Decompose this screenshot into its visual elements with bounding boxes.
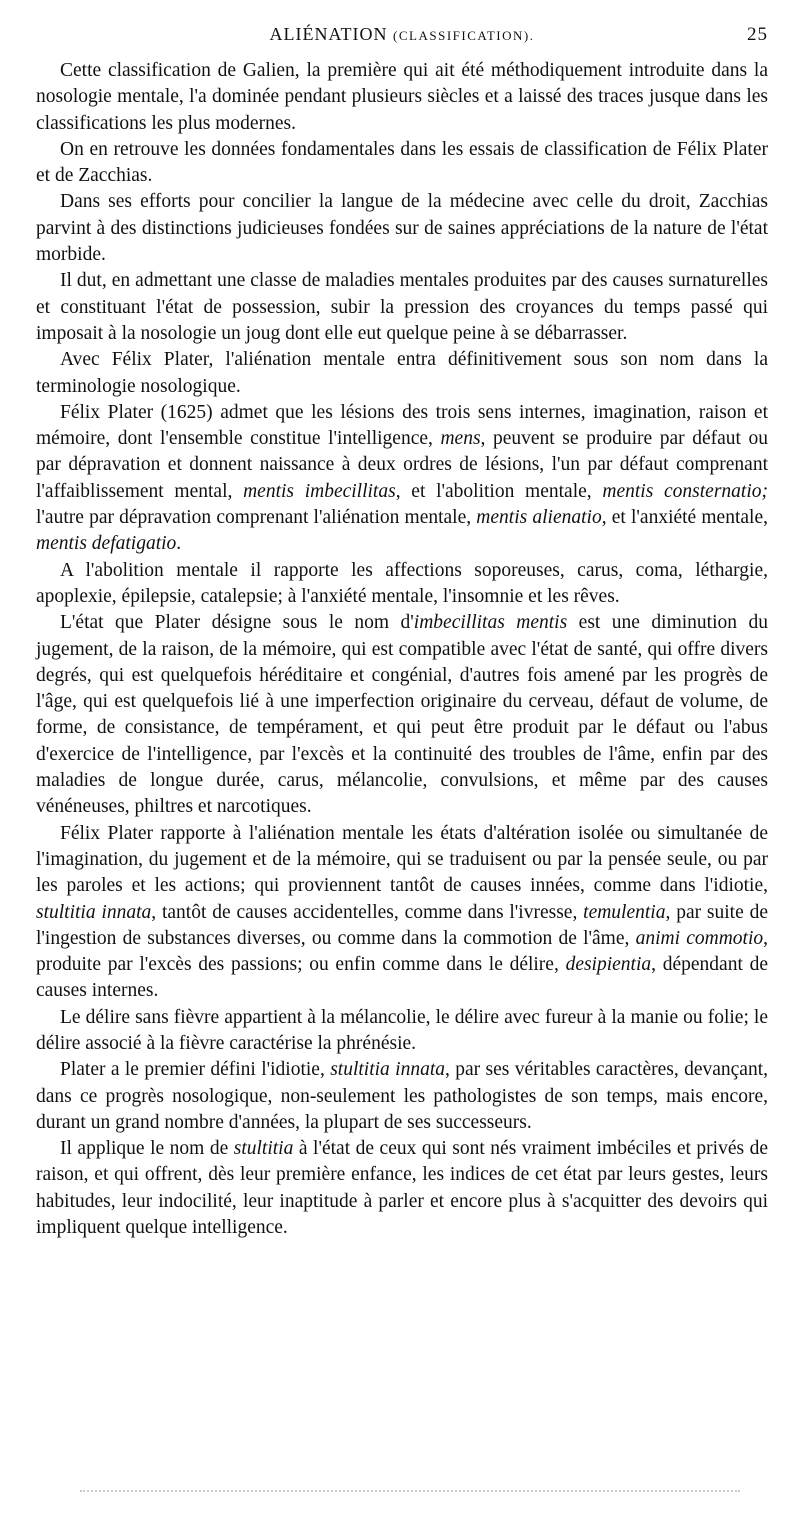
text-run: , par ses véritables caractères, devançant, dans ce progrès nosologique, non-seulement les pathologistes de son temps, mais encore, durant un grand nombre d'années, la plupart de ses successeurs. bbox=[36, 1059, 768, 1133]
text-run: est une diminution du jugement, de la raison, de la mémoire, qui est compatible avec l'état de santé, qui offre divers degrés, qui est quelquefois héréditaire et congénial, d'autres fois amené par les progrès de l'âge, qui est quelquefois lié à une imperfection originaire du cerveau, défaut de volume, de forme, de consistance, de tempérament, et qui peut être produit par le défaut ou l'abus d'exercice de l'intelligence, par l'excès et la continuité des troubles de l'âme, enfin par des maladies de longue durée, carus, mélancolie, convulsions, et même par des causes vénéneuses, philtres et narcotiques. bbox=[36, 612, 768, 818]
text-run: , tantôt de causes accidentelles, comme dans l'ivresse, bbox=[151, 901, 584, 923]
latin-term: mentis defatigatio bbox=[36, 533, 177, 555]
paragraph bbox=[36, 268, 768, 347]
latin-term: animi commotio bbox=[635, 927, 764, 949]
text-run: , et l'abolition mentale, bbox=[395, 480, 603, 502]
paragraph bbox=[36, 1136, 768, 1241]
text-run: A l'abolition mentale il rapporte les affections soporeuses, carus, coma, léthargie, apoplexie, épilepsie, catalepsie; à l'anxiété mentale, l'insomnie et les rêves. bbox=[36, 559, 768, 607]
latin-term: mens bbox=[440, 428, 481, 450]
text-run: , par suite de l'ingestion de substances diverses, ou comme dans la commotion de l'âme, bbox=[36, 901, 768, 949]
text-run: Il applique le nom de bbox=[60, 1138, 234, 1160]
paragraph bbox=[36, 189, 768, 268]
paragraph bbox=[36, 137, 768, 190]
body-text bbox=[36, 58, 768, 1241]
paragraph bbox=[36, 610, 768, 820]
running-header bbox=[36, 24, 768, 50]
text-run: On en retrouve les données fondamentales dans les essais de classification de Félix Plater et de Zacchias. bbox=[36, 138, 768, 187]
page-number: 25 bbox=[747, 24, 768, 45]
running-title-main: ALIÉNATION bbox=[269, 24, 388, 44]
running-title bbox=[36, 24, 768, 45]
text-run: L'état que Plater désigne sous le nom d' bbox=[60, 612, 414, 634]
latin-term: mentis imbecillitas bbox=[243, 480, 396, 502]
text-run: Félix Plater rapporte à l'aliénation mentale les états d'altération isolée ou simultanée de l'imagination, du jugement et de la mémoire, qui se traduisent ou par la pensée seule, ou par les paroles et les actions; qui proviennent tantôt de causes innées, comme dans l'idiotie, bbox=[36, 822, 768, 897]
text-run: Plater a le premier défini l'idiotie, bbox=[60, 1059, 331, 1081]
latin-term: mentis consternatio; bbox=[602, 480, 768, 502]
latin-term: stultitia bbox=[233, 1138, 294, 1160]
text-run: , peuvent se produire par défaut ou par dépravation et donnent naissance à deux ordres de lésions, l'un par défaut comprenant l'affaiblissement mental, bbox=[36, 428, 768, 502]
text-run: Il dut, en admettant une classe de maladies mentales produites par des causes surnaturelles et constituant l'état de possession, subir la pression des croyances du temps passé qui imposait à la nosologie un joug dont elle eut quelque peine à se débarrasser. bbox=[36, 270, 768, 344]
text-run: à l'état de ceux qui sont nés vraiment imbéciles et privés de raison, et qui offrent, dès leur première enfance, les indices de cet état par leurs gestes, leurs habitudes, leur indocilité, leur inaptitude à parler et encore plus à s'acquitter des devoirs qui impliquent quelque intelligence. bbox=[36, 1138, 768, 1239]
bottom-margin-marks bbox=[80, 1490, 740, 1496]
text-run: , produite par l'excès des passions; ou enfin comme dans le délire, bbox=[36, 927, 769, 976]
latin-term: mentis alienatio bbox=[476, 507, 602, 529]
text-run: Dans ses efforts pour concilier la langue de la médecine avec celle du droit, Zacchias parvint à des distinctions judicieuses fondées sur de saines appréciations de la nature de l'état morbide. bbox=[36, 191, 768, 266]
text-run: Félix Plater (1625) admet que les lésions des trois sens internes, imagination, raison et mémoire, dont l'ensemble constitue l'intelligence, bbox=[36, 401, 768, 450]
text-run: l'autre par dépravation comprenant l'aliénation mentale, bbox=[36, 507, 477, 529]
latin-term: desipientia bbox=[565, 954, 652, 976]
paragraph bbox=[36, 558, 768, 611]
text-run: , et l'anxiété mentale, bbox=[601, 507, 768, 529]
latin-term: stultitia innata bbox=[330, 1059, 446, 1081]
paragraph bbox=[36, 400, 768, 558]
paragraph bbox=[36, 1057, 768, 1136]
latin-term: temulentia bbox=[583, 901, 666, 923]
text-run: Cette classification de Galien, la première qui ait été méthodiquement introduite dans la nosologie mentale, l'a dominée pendant plusieurs siècles et a laissé des traces jusque dans les classifications les plus modernes. bbox=[36, 60, 768, 134]
latin-term: stultitia innata bbox=[36, 901, 152, 923]
text-run: , dépendant de causes internes. bbox=[36, 954, 768, 1002]
text-run: . bbox=[176, 533, 182, 555]
paragraph bbox=[36, 821, 768, 1005]
running-title-sub: (CLASSIFICATION). bbox=[393, 28, 535, 43]
text-run: Avec Félix Plater, l'aliénation mentale entra définitivement sous son nom dans la terminologie nosologique. bbox=[36, 349, 768, 397]
latin-term: imbecillitas mentis bbox=[413, 612, 568, 634]
paragraph bbox=[36, 58, 768, 137]
paragraph bbox=[36, 347, 768, 400]
paragraph bbox=[36, 1005, 768, 1058]
text-run: Le délire sans fièvre appartient à la mélancolie, le délire avec fureur à la manie ou folie; le délire associé à la fièvre caractérise la phrénésie. bbox=[36, 1006, 768, 1054]
page bbox=[36, 24, 768, 1241]
